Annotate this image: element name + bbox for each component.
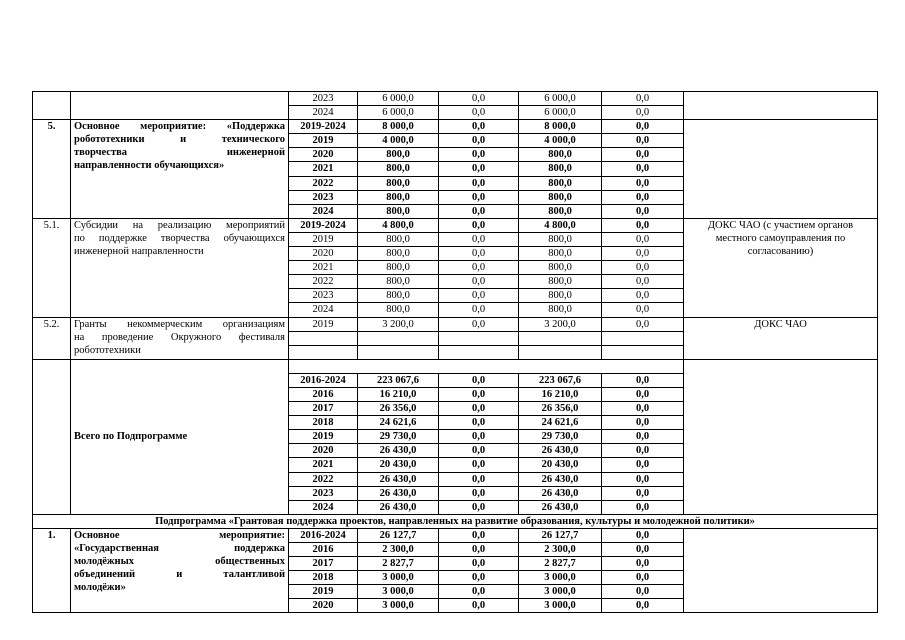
regional-value-cell: 2 827,7 [519, 557, 602, 571]
description-line: робототехники [74, 344, 141, 356]
total-value-cell: 3 000,0 [358, 599, 439, 613]
empty-cell [602, 345, 684, 359]
federal-value-cell: 0,0 [439, 162, 519, 176]
total-value-cell: 24 621,6 [358, 416, 439, 430]
year-cell: 2024 [289, 204, 358, 218]
federal-value-cell: 0,0 [439, 218, 519, 232]
other-value-cell: 0,0 [602, 486, 684, 500]
other-value-cell: 0,0 [602, 134, 684, 148]
description-line: Гранты некоммерческим организациям [74, 318, 285, 330]
description-line: Субсидии на реализацию мероприятий [74, 219, 285, 231]
description-line: объединений и талантливой [74, 569, 285, 581]
year-cell: 2021 [289, 458, 358, 472]
year-cell: 2018 [289, 571, 358, 585]
description-line: «Государственная поддержка [74, 543, 285, 554]
other-value-cell: 0,0 [602, 373, 684, 387]
federal-value-cell: 0,0 [439, 134, 519, 148]
other-value-cell: 0,0 [602, 317, 684, 331]
total-value-cell: 26 430,0 [358, 486, 439, 500]
year-cell: 2016-2024 [289, 528, 358, 542]
total-value-cell: 800,0 [358, 303, 439, 317]
regional-value-cell: 800,0 [519, 148, 602, 162]
regional-value-cell: 800,0 [519, 204, 602, 218]
regional-value-cell: 29 730,0 [519, 430, 602, 444]
table-row [33, 218, 878, 232]
regional-value-cell: 3 200,0 [519, 317, 602, 331]
federal-value-cell: 0,0 [439, 557, 519, 571]
regional-value-cell: 26 430,0 [519, 500, 602, 514]
federal-value-cell: 0,0 [439, 387, 519, 401]
other-value-cell: 0,0 [602, 458, 684, 472]
other-value-cell: 0,0 [602, 162, 684, 176]
year-cell: 2023 [289, 190, 358, 204]
description-line: молодёжных общественных [74, 556, 285, 568]
empty-cell [439, 345, 519, 359]
regional-value-cell: 800,0 [519, 162, 602, 176]
federal-value-cell: 0,0 [439, 106, 519, 120]
description-line: Основное мероприятие: «Поддержка [74, 121, 285, 133]
year-cell: 2019 [289, 430, 358, 444]
empty-cell [602, 331, 684, 345]
empty-cell [358, 331, 439, 345]
other-value-cell: 0,0 [602, 402, 684, 416]
total-value-cell: 20 430,0 [358, 458, 439, 472]
year-cell: 2019-2024 [289, 218, 358, 232]
empty-cell [358, 345, 439, 359]
table-row [33, 359, 878, 373]
year-cell: 2020 [289, 444, 358, 458]
description-line: инженерной направленности [74, 246, 204, 258]
other-value-cell: 0,0 [602, 176, 684, 190]
year-cell: 2024 [289, 303, 358, 317]
total-value-cell: 800,0 [358, 289, 439, 303]
federal-value-cell: 0,0 [439, 599, 519, 613]
regional-value-cell: 26 430,0 [519, 444, 602, 458]
year-cell: 2022 [289, 176, 358, 190]
total-value-cell: 26 127,7 [358, 528, 439, 542]
federal-value-cell: 0,0 [439, 373, 519, 387]
year-cell: 2024 [289, 500, 358, 514]
total-value-cell: 4 800,0 [358, 218, 439, 232]
regional-value-cell: 6 000,0 [519, 106, 602, 120]
total-value-cell: 3 200,0 [358, 317, 439, 331]
regional-value-cell: 800,0 [519, 261, 602, 275]
other-value-cell: 0,0 [602, 120, 684, 134]
regional-value-cell: 223 067,6 [519, 373, 602, 387]
executor-cell [684, 528, 878, 613]
item-number: 5.1. [33, 218, 71, 317]
total-label: Всего по Подпрограмме [71, 359, 289, 514]
federal-value-cell: 0,0 [439, 317, 519, 331]
year-cell: 2019 [289, 317, 358, 331]
description-line: Основное мероприятие: [74, 529, 285, 541]
empty-cell [289, 345, 358, 359]
year-cell: 2019 [289, 232, 358, 246]
regional-value-cell: 800,0 [519, 176, 602, 190]
other-value-cell: 0,0 [602, 261, 684, 275]
other-value-cell: 0,0 [602, 218, 684, 232]
total-value-cell: 8 000,0 [358, 120, 439, 134]
regional-value-cell: 24 621,6 [519, 416, 602, 430]
other-value-cell: 0,0 [602, 416, 684, 430]
description-line: робототехники и технического [74, 134, 285, 146]
regional-value-cell: 4 800,0 [519, 218, 602, 232]
regional-value-cell: 16 210,0 [519, 387, 602, 401]
other-value-cell: 0,0 [602, 585, 684, 599]
other-value-cell: 0,0 [602, 247, 684, 261]
regional-value-cell: 800,0 [519, 289, 602, 303]
other-value-cell: 0,0 [602, 204, 684, 218]
federal-value-cell: 0,0 [439, 120, 519, 134]
federal-value-cell: 0,0 [439, 289, 519, 303]
regional-value-cell: 3 000,0 [519, 599, 602, 613]
total-value-cell: 223 067,6 [358, 373, 439, 387]
year-cell: 2017 [289, 557, 358, 571]
other-value-cell: 0,0 [602, 106, 684, 120]
description-line: творчества инженерной [74, 147, 285, 159]
budget-table [32, 91, 878, 613]
description-line: направленности обучающихся» [74, 160, 225, 172]
table-row [33, 92, 878, 106]
item-description [71, 92, 289, 120]
other-value-cell: 0,0 [602, 557, 684, 571]
year-cell: 2020 [289, 148, 358, 162]
year-cell: 2023 [289, 486, 358, 500]
total-value-cell: 6 000,0 [358, 106, 439, 120]
other-value-cell: 0,0 [602, 444, 684, 458]
other-value-cell: 0,0 [602, 571, 684, 585]
total-value-cell: 800,0 [358, 162, 439, 176]
year-cell: 2022 [289, 472, 358, 486]
other-value-cell: 0,0 [602, 232, 684, 246]
executor-cell: ДОКС ЧАО [684, 317, 878, 359]
year-cell: 2019 [289, 585, 358, 599]
federal-value-cell: 0,0 [439, 148, 519, 162]
executor-cell [684, 120, 878, 219]
description-line: по поддержке творчества обучающихся [74, 232, 285, 244]
year-cell: 2022 [289, 275, 358, 289]
year-cell: 2024 [289, 106, 358, 120]
year-cell: 2017 [289, 402, 358, 416]
item-number: 1. [33, 528, 71, 613]
other-value-cell: 0,0 [602, 289, 684, 303]
federal-value-cell: 0,0 [439, 402, 519, 416]
executor-cell: ДОКС ЧАО (с участием органов местного самоуправления по согласованию) [684, 218, 878, 317]
total-value-cell: 3 000,0 [358, 585, 439, 599]
total-value-cell: 2 827,7 [358, 557, 439, 571]
federal-value-cell: 0,0 [439, 190, 519, 204]
regional-value-cell: 26 127,7 [519, 528, 602, 542]
other-value-cell: 0,0 [602, 500, 684, 514]
item-number: 5.2. [33, 317, 71, 359]
total-value-cell: 2 300,0 [358, 543, 439, 557]
year-cell: 2016 [289, 387, 358, 401]
other-value-cell: 0,0 [602, 387, 684, 401]
executor-cell [684, 92, 878, 120]
total-value-cell: 29 730,0 [358, 430, 439, 444]
federal-value-cell: 0,0 [439, 543, 519, 557]
federal-value-cell: 0,0 [439, 232, 519, 246]
other-value-cell: 0,0 [602, 190, 684, 204]
item-description [71, 120, 289, 219]
total-value-cell: 800,0 [358, 176, 439, 190]
total-value-cell: 26 430,0 [358, 444, 439, 458]
item-number [33, 92, 71, 120]
empty-cell [519, 331, 602, 345]
regional-value-cell: 26 430,0 [519, 486, 602, 500]
total-value-cell: 26 430,0 [358, 500, 439, 514]
federal-value-cell: 0,0 [439, 275, 519, 289]
regional-value-cell: 26 430,0 [519, 472, 602, 486]
federal-value-cell: 0,0 [439, 261, 519, 275]
regional-value-cell: 800,0 [519, 275, 602, 289]
other-value-cell: 0,0 [602, 275, 684, 289]
other-value-cell: 0,0 [602, 599, 684, 613]
item-description [71, 317, 289, 359]
federal-value-cell: 0,0 [439, 303, 519, 317]
year-cell: 2019-2024 [289, 120, 358, 134]
total-value-cell: 6 000,0 [358, 92, 439, 106]
table-row [33, 120, 878, 134]
other-value-cell: 0,0 [602, 430, 684, 444]
total-value-cell: 800,0 [358, 247, 439, 261]
description-line: на проведение Окружного фестиваля [74, 331, 285, 343]
total-value-cell: 800,0 [358, 232, 439, 246]
federal-value-cell: 0,0 [439, 416, 519, 430]
year-cell: 2021 [289, 162, 358, 176]
regional-value-cell: 800,0 [519, 232, 602, 246]
item-description [71, 528, 289, 613]
regional-value-cell: 800,0 [519, 303, 602, 317]
year-cell: 2020 [289, 599, 358, 613]
total-value-cell: 800,0 [358, 190, 439, 204]
federal-value-cell: 0,0 [439, 204, 519, 218]
subprogram-title: Подпрограмма «Грантовая поддержка проектов, направленных на развитие образования, культуры и молодежной политики» [33, 514, 878, 528]
regional-value-cell: 8 000,0 [519, 120, 602, 134]
year-cell: 2023 [289, 92, 358, 106]
spacer-cell [289, 359, 684, 373]
regional-value-cell: 3 000,0 [519, 585, 602, 599]
regional-value-cell: 800,0 [519, 190, 602, 204]
regional-value-cell: 26 356,0 [519, 402, 602, 416]
federal-value-cell: 0,0 [439, 458, 519, 472]
item-number: 5. [33, 120, 71, 219]
regional-value-cell: 6 000,0 [519, 92, 602, 106]
item-description [71, 218, 289, 317]
other-value-cell: 0,0 [602, 472, 684, 486]
federal-value-cell: 0,0 [439, 444, 519, 458]
year-cell: 2016 [289, 543, 358, 557]
federal-value-cell: 0,0 [439, 176, 519, 190]
federal-value-cell: 0,0 [439, 528, 519, 542]
total-value-cell: 800,0 [358, 261, 439, 275]
total-value-cell: 800,0 [358, 148, 439, 162]
federal-value-cell: 0,0 [439, 500, 519, 514]
total-value-cell: 4 000,0 [358, 134, 439, 148]
regional-value-cell: 2 300,0 [519, 543, 602, 557]
total-value-cell: 800,0 [358, 275, 439, 289]
federal-value-cell: 0,0 [439, 472, 519, 486]
other-value-cell: 0,0 [602, 92, 684, 106]
table-row [33, 317, 878, 331]
description-line: молодёжи» [74, 582, 126, 594]
regional-value-cell: 800,0 [519, 247, 602, 261]
total-value-cell: 26 430,0 [358, 472, 439, 486]
total-value-cell: 16 210,0 [358, 387, 439, 401]
year-cell: 2019 [289, 134, 358, 148]
year-cell: 2020 [289, 247, 358, 261]
federal-value-cell: 0,0 [439, 430, 519, 444]
other-value-cell: 0,0 [602, 528, 684, 542]
year-cell: 2016-2024 [289, 373, 358, 387]
federal-value-cell: 0,0 [439, 486, 519, 500]
table-row [33, 528, 878, 542]
total-value-cell: 26 356,0 [358, 402, 439, 416]
regional-value-cell: 20 430,0 [519, 458, 602, 472]
empty-cell [439, 331, 519, 345]
regional-value-cell: 3 000,0 [519, 571, 602, 585]
subprogram-row [33, 514, 878, 528]
item-number [33, 359, 71, 514]
empty-cell [289, 331, 358, 345]
federal-value-cell: 0,0 [439, 247, 519, 261]
regional-value-cell: 4 000,0 [519, 134, 602, 148]
federal-value-cell: 0,0 [439, 92, 519, 106]
federal-value-cell: 0,0 [439, 585, 519, 599]
federal-value-cell: 0,0 [439, 571, 519, 585]
total-value-cell: 3 000,0 [358, 571, 439, 585]
year-cell: 2021 [289, 261, 358, 275]
other-value-cell: 0,0 [602, 148, 684, 162]
empty-cell [519, 345, 602, 359]
executor-cell [684, 359, 878, 514]
total-value-cell: 800,0 [358, 204, 439, 218]
other-value-cell: 0,0 [602, 303, 684, 317]
year-cell: 2023 [289, 289, 358, 303]
year-cell: 2018 [289, 416, 358, 430]
other-value-cell: 0,0 [602, 543, 684, 557]
